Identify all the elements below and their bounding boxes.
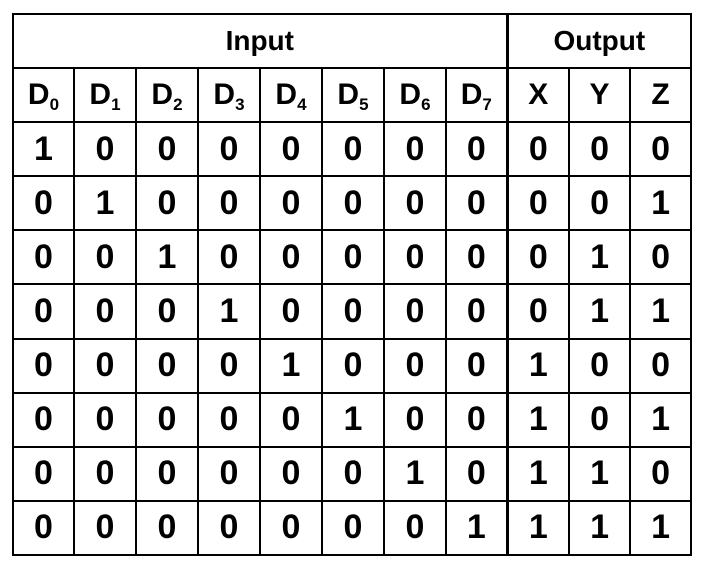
input-cell: 0 [446, 393, 507, 447]
column-header-x: X [507, 68, 569, 122]
input-cell: 0 [384, 501, 446, 555]
output-cell: 1 [507, 447, 569, 501]
column-header-base: D [151, 78, 174, 111]
output-cell: 0 [630, 447, 691, 501]
input-cell: 1 [260, 339, 322, 393]
output-cell: 0 [569, 339, 630, 393]
output-group-header: Output [507, 14, 691, 68]
input-cell: 0 [198, 122, 260, 176]
input-cell: 1 [322, 393, 384, 447]
input-cell: 0 [13, 284, 74, 338]
input-cell: 0 [260, 176, 322, 230]
input-cell: 0 [136, 284, 198, 338]
column-header-subscript: 7 [482, 95, 492, 114]
column-header-subscript: 5 [359, 95, 369, 114]
column-header-d5 [322, 68, 384, 122]
output-cell: 1 [507, 393, 569, 447]
input-cell: 0 [74, 230, 136, 284]
input-cell: 0 [260, 122, 322, 176]
output-cell: 1 [507, 339, 569, 393]
column-header-subscript: 1 [111, 95, 121, 114]
table-row [13, 176, 691, 230]
input-cell: 1 [384, 447, 446, 501]
column-header-d2 [136, 68, 198, 122]
input-cell: 1 [198, 284, 260, 338]
column-header-d3 [198, 68, 260, 122]
input-cell: 0 [260, 284, 322, 338]
column-header-d4 [260, 68, 322, 122]
column-header-d1 [74, 68, 136, 122]
input-cell: 0 [74, 284, 136, 338]
truth-table [12, 13, 692, 556]
input-cell: 0 [446, 339, 507, 393]
output-cell: 0 [569, 122, 630, 176]
input-cell: 0 [260, 447, 322, 501]
output-cell: 0 [630, 230, 691, 284]
column-header-base: D [399, 78, 422, 111]
column-header-subscript: 6 [421, 95, 431, 114]
input-cell: 0 [384, 122, 446, 176]
input-cell: 1 [446, 501, 507, 555]
column-header-d6 [384, 68, 446, 122]
input-cell: 0 [198, 176, 260, 230]
input-cell: 0 [384, 284, 446, 338]
input-cell: 0 [446, 230, 507, 284]
input-group-header: Input [13, 14, 507, 68]
input-cell: 1 [136, 230, 198, 284]
input-cell: 0 [384, 176, 446, 230]
input-cell: 1 [74, 176, 136, 230]
output-cell: 1 [569, 447, 630, 501]
input-cell: 0 [384, 339, 446, 393]
column-header-subscript: 2 [173, 95, 183, 114]
column-header-y: Y [569, 68, 630, 122]
column-header-subscript: 4 [297, 95, 307, 114]
input-cell: 0 [13, 230, 74, 284]
input-cell: 0 [74, 501, 136, 555]
input-cell: 0 [136, 339, 198, 393]
output-cell: 1 [630, 284, 691, 338]
output-cell: 0 [630, 339, 691, 393]
output-cell: 1 [569, 284, 630, 338]
input-cell: 0 [136, 176, 198, 230]
column-header-d7 [446, 68, 507, 122]
input-cell: 0 [322, 501, 384, 555]
output-cell: 1 [630, 501, 691, 555]
column-header-row [13, 68, 691, 122]
input-cell: 0 [322, 284, 384, 338]
input-cell: 0 [136, 393, 198, 447]
output-cell: 0 [507, 176, 569, 230]
input-cell: 0 [384, 230, 446, 284]
table-row [13, 447, 691, 501]
output-cell: 0 [507, 230, 569, 284]
input-cell: 0 [13, 176, 74, 230]
group-header-row [13, 14, 691, 68]
table-row [13, 501, 691, 555]
input-cell: 0 [322, 122, 384, 176]
table-row [13, 284, 691, 338]
output-cell: 0 [569, 393, 630, 447]
table-row [13, 122, 691, 176]
input-cell: 0 [446, 176, 507, 230]
input-cell: 0 [384, 393, 446, 447]
table-row [13, 230, 691, 284]
output-cell: 1 [507, 501, 569, 555]
input-cell: 0 [446, 284, 507, 338]
input-cell: 0 [198, 447, 260, 501]
input-cell: 0 [74, 122, 136, 176]
input-cell: 1 [13, 122, 74, 176]
input-cell: 0 [13, 501, 74, 555]
input-cell: 0 [198, 339, 260, 393]
column-header-base: D [275, 78, 298, 111]
input-cell: 0 [74, 393, 136, 447]
input-cell: 0 [136, 501, 198, 555]
input-cell: 0 [322, 230, 384, 284]
input-cell: 0 [322, 339, 384, 393]
input-cell: 0 [198, 230, 260, 284]
input-cell: 0 [74, 447, 136, 501]
input-cell: 0 [260, 501, 322, 555]
input-cell: 0 [322, 176, 384, 230]
column-header-d0 [13, 68, 74, 122]
input-cell: 0 [322, 447, 384, 501]
column-header-subscript: 0 [49, 95, 60, 114]
input-cell: 0 [260, 393, 322, 447]
input-cell: 0 [13, 393, 74, 447]
column-header-base: D [89, 78, 112, 111]
input-cell: 0 [136, 447, 198, 501]
output-cell: 0 [507, 122, 569, 176]
input-cell: 0 [198, 501, 260, 555]
output-cell: 0 [507, 284, 569, 338]
table-body [13, 122, 691, 555]
input-cell: 0 [13, 447, 74, 501]
column-header-base: D [27, 78, 50, 111]
input-cell: 0 [13, 339, 74, 393]
table-row [13, 339, 691, 393]
input-cell: 0 [446, 447, 507, 501]
output-cell: 1 [630, 393, 691, 447]
input-cell: 0 [136, 122, 198, 176]
input-cell: 0 [260, 230, 322, 284]
column-header-base: D [460, 78, 483, 111]
column-header-z: Z [630, 68, 691, 122]
output-cell: 0 [569, 176, 630, 230]
column-header-subscript: 3 [235, 95, 245, 114]
input-cell: 0 [198, 393, 260, 447]
input-cell: 0 [74, 339, 136, 393]
output-cell: 0 [630, 122, 691, 176]
input-cell: 0 [446, 122, 507, 176]
output-cell: 1 [630, 176, 691, 230]
output-cell: 1 [569, 501, 630, 555]
table-row [13, 393, 691, 447]
column-header-base: D [213, 78, 236, 111]
output-cell: 1 [569, 230, 630, 284]
column-header-base: D [337, 78, 360, 111]
